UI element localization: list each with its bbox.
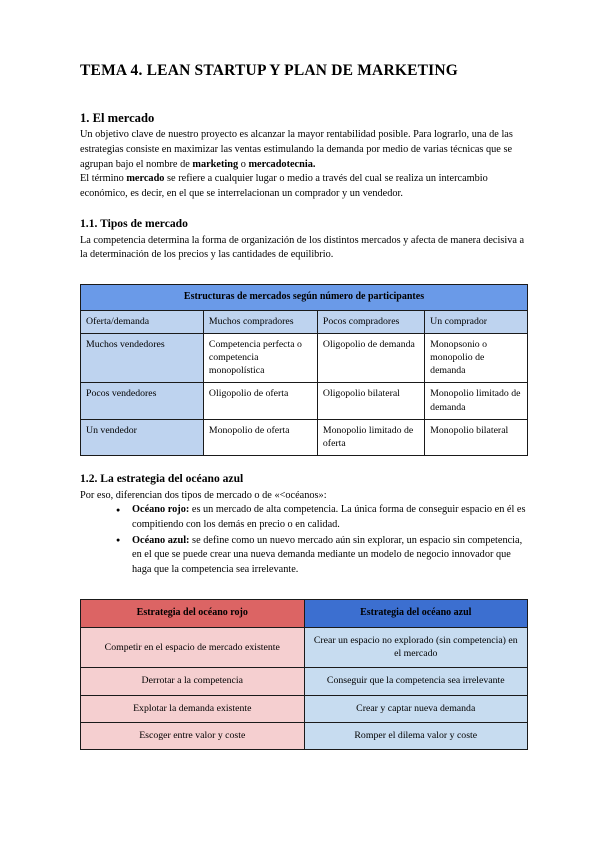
red-ocean-cell: Derrotar a la competencia [81, 668, 305, 695]
red-ocean-cell: Competir en el espacio de mercado existente [81, 627, 305, 667]
spacer [80, 578, 528, 599]
blue-ocean-cell: Crear y captar nueva demanda [304, 695, 528, 722]
table-header-row [81, 600, 528, 628]
ocean-strategy-table [80, 599, 528, 750]
table-row [81, 333, 528, 383]
row-header-cell: Muchos vendedores [81, 333, 204, 383]
table-row [81, 722, 528, 749]
list-item-text: es un mercado de alta competencia. La única forma de conseguir espacio en él es compitiendo con los demás en precio o en calidad. [132, 504, 526, 531]
blue-ocean-cell: Crear un espacio no explorado (sin competencia) en el mercado [304, 627, 528, 667]
subsection-heading-1-1: 1.1. Tipos de mercado [80, 217, 188, 231]
table-row [81, 668, 528, 695]
table-cell: Monopolio de oferta [203, 419, 317, 455]
paragraph-bold-mercadotecnia: mercadotecnia. [248, 158, 316, 170]
section-1-paragraph-1 [80, 128, 528, 172]
subsection-heading-1-2: 1.2. La estrategia del océano azul [80, 472, 244, 486]
table-row [81, 695, 528, 722]
spacer [80, 201, 528, 217]
subsection-1-1-paragraph: La competencia determina la forma de organización de los distintos mercados y afecta de manera decisiva a la determinación de los precios y las cantidades de equilibrio. [80, 234, 525, 261]
page-title: TEMA 4. LEAN STARTUP Y PLAN DE MARKETING [80, 62, 459, 79]
table-row [81, 627, 528, 667]
market-structures-table [80, 284, 528, 456]
paragraph-bold-mercado: mercado [126, 173, 165, 185]
paragraph-text: Un objetivo clave de nuestro proyecto es alcanzar la mayor rentabilidad posible. Para lograrlo, una de las estrategias consiste en maximizar las ventas estimulando la demanda por medio de varias técnicas que se agrupan bajo el nombre de [80, 129, 513, 170]
red-ocean-cell: Explotar la demanda existente [81, 695, 305, 722]
list-item [116, 503, 528, 532]
red-ocean-header-cell: Estrategia del océano rojo [81, 600, 305, 628]
row-header-cell: Pocos vendedores [81, 383, 204, 419]
list-item-term: Océano azul: [132, 534, 190, 546]
table-cell: Monopolio bilateral [425, 419, 528, 455]
paragraph-text-join: o [238, 158, 249, 170]
paragraph-text: El término [80, 173, 127, 185]
table-cell: Monopolio limitado de oferta [317, 419, 424, 455]
blue-ocean-cell: Romper el dilema valor y coste [304, 722, 528, 749]
red-ocean-cell: Escoger entre valor y coste [81, 722, 305, 749]
paragraph-bold-marketing: marketing [192, 158, 239, 170]
spacer [80, 263, 528, 284]
spacer [80, 456, 528, 472]
table-row [81, 419, 528, 455]
table-title-cell: Estructuras de mercados según número de participantes [81, 285, 528, 311]
table-cell: Oligopolio de demanda [317, 333, 424, 383]
paragraph-text-rest: se refiere a cualquier lugar o medio a través del cual se realiza un intercambio económico, es decir, en el que se interrelacionan un comprador y un vendedor. [80, 173, 488, 199]
section-1-paragraph-2 [80, 172, 528, 201]
list-item [116, 534, 528, 578]
table-cell: Monopsonio o monopolio de demanda [425, 333, 528, 383]
column-header-cell: Pocos compradores [317, 310, 424, 333]
table-row [81, 383, 528, 419]
column-header-cell: Muchos compradores [203, 310, 317, 333]
table-column-header-row [81, 310, 528, 333]
row-header-cell: Un vendedor [81, 419, 204, 455]
column-header-cell: Oferta/demanda [81, 310, 204, 333]
table-cell: Competencia perfecta o competencia monopolística [203, 333, 317, 383]
table-header-row [81, 285, 528, 311]
blue-ocean-header-cell: Estrategia del océano azul [304, 600, 528, 628]
table-cell: Oligopolio de oferta [203, 383, 317, 419]
section-heading-1: 1. El mercado [80, 110, 155, 125]
list-item-text: se define como un nuevo mercado aún sin explorar, un espacio sin competencia, en el que se puede crear una nueva demanda mediante un modelo de negocio innovador que haga que la competencia sea irrelevante. [132, 534, 523, 575]
subsection-1-2-intro: Por eso, diferencian dos tipos de mercado o de «<océanos»: [80, 489, 327, 501]
table-cell: Oligopolio bilateral [317, 383, 424, 419]
blue-ocean-cell: Conseguir que la competencia sea irrelevante [304, 668, 528, 695]
ocean-types-list [80, 503, 528, 577]
table-cell: Monopolio limitado de demanda [425, 383, 528, 419]
list-item-term: Océano rojo: [132, 504, 190, 516]
column-header-cell: Un comprador [425, 310, 528, 333]
